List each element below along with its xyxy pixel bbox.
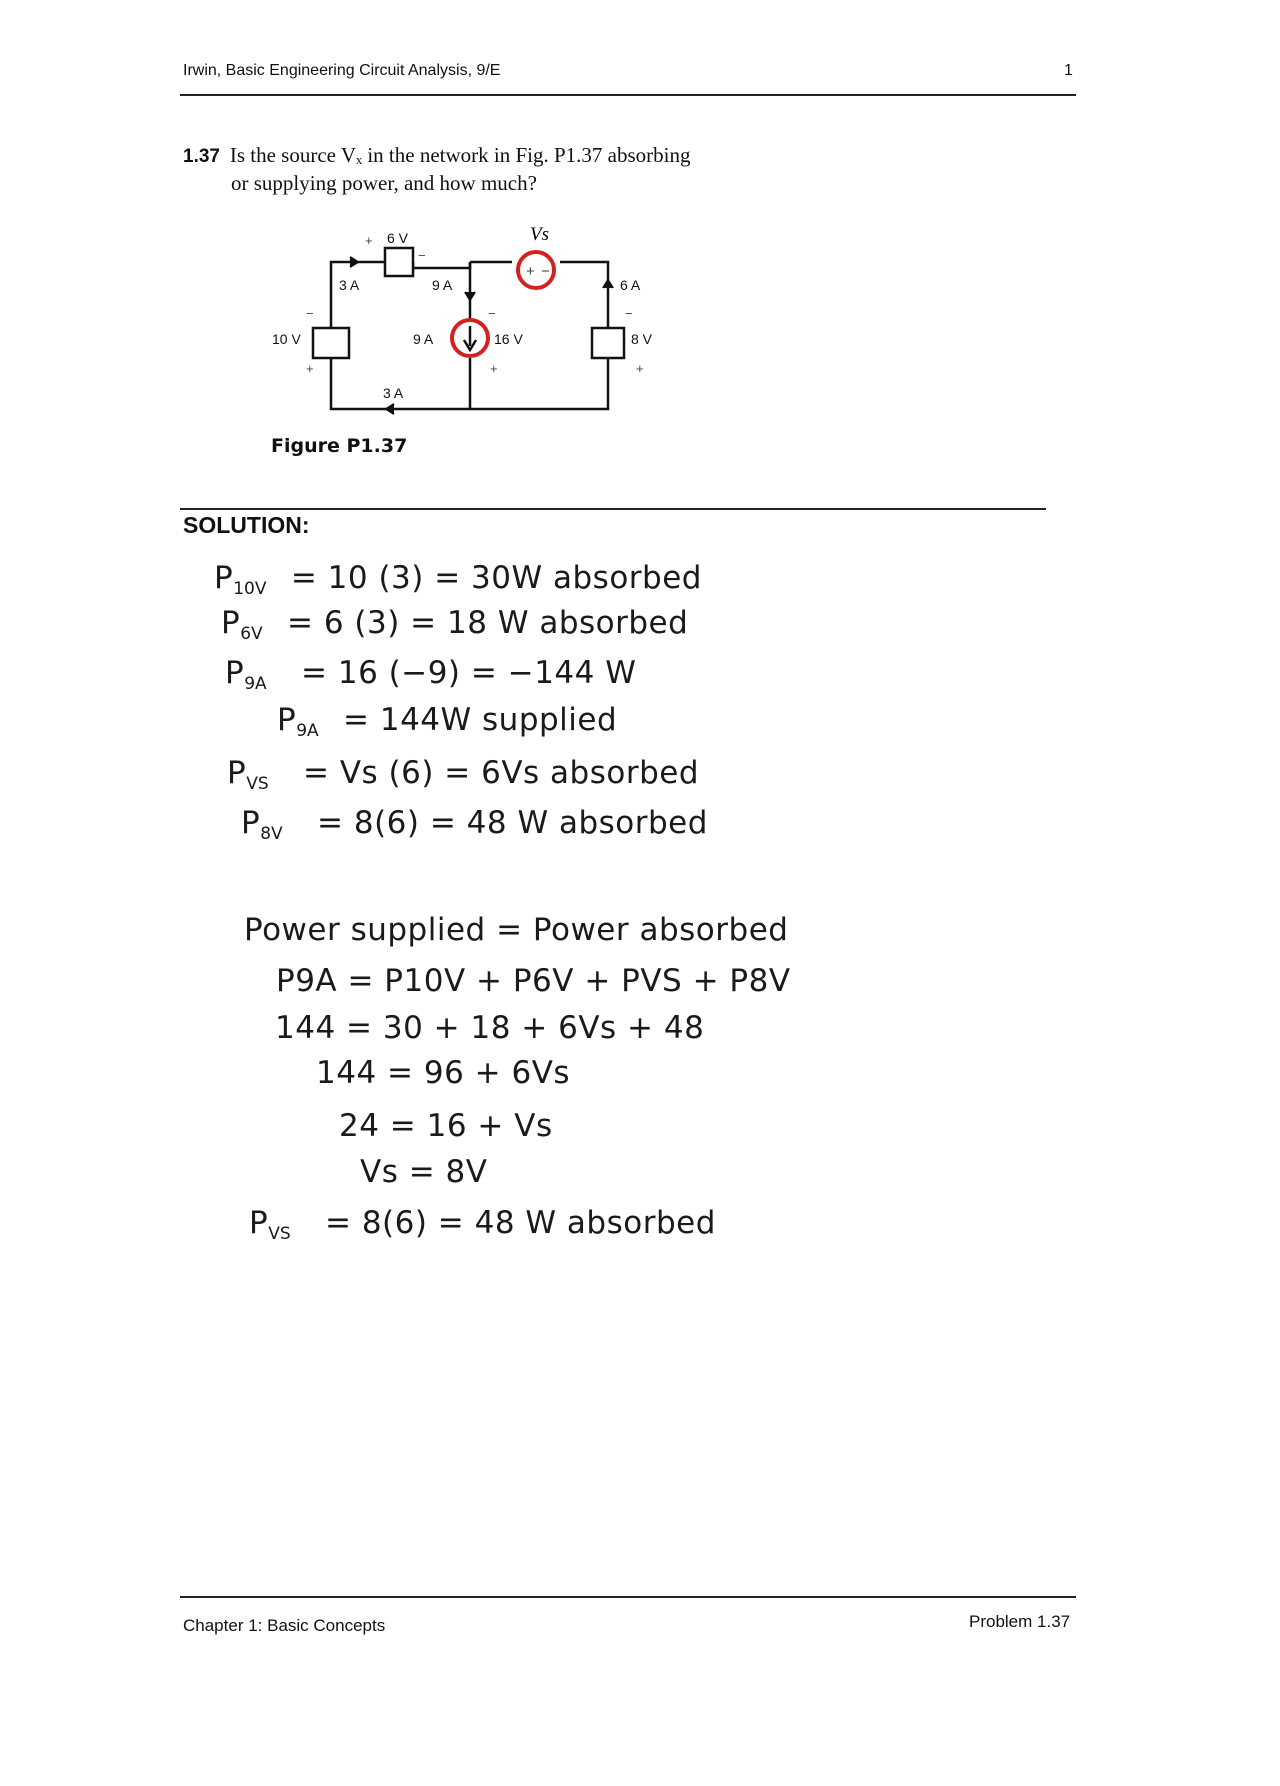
element-10v-box — [313, 328, 349, 358]
eq-step-2: 144 = 96 + 6Vs — [316, 1055, 571, 1091]
polarity-10v-minus: − — [306, 306, 314, 321]
arrow-3a-top — [344, 257, 358, 267]
polarity-16v-minus: − — [488, 306, 496, 321]
figure-caption: Figure P1.37 — [271, 435, 408, 457]
eq-power-sum: P9A = P10V + P6V + PVS + P8V — [276, 963, 791, 999]
label-6a: 6 A — [620, 277, 641, 293]
element-6v-box — [385, 248, 413, 276]
label-9a-top: 9 A — [432, 277, 453, 293]
page-number: 1 — [1064, 62, 1073, 79]
problem-text-line1: Is the source Vₓ in the network in Fig. P1.37 absorbing — [229, 143, 691, 167]
polarity-10v-plus: + — [306, 361, 314, 376]
problem-number: 1.37 — [183, 146, 220, 167]
wire-left-top — [331, 262, 385, 330]
eq-step-3: 24 = 16 + Vs — [339, 1108, 553, 1144]
vs-plus-sign: + — [526, 263, 535, 280]
eq-power-balance: Power supplied = Power absorbed — [244, 912, 789, 948]
problem-text-line2: or supplying power, and how much? — [231, 171, 537, 195]
eq-p9a-value: $P_{9A} = 16$ (−9) = −144 W — [225, 655, 637, 694]
eq-step-1: 144 = 30 + 18 + 6Vs + 48 — [275, 1010, 705, 1046]
eq-p9a-supplied: $P_{9A} = 144W$ supplied — [277, 702, 618, 741]
polarity-16v-plus: + — [490, 361, 498, 376]
label-16v: 16 V — [494, 331, 523, 347]
circuit-figure — [0, 0, 1280, 480]
polarity-8v-minus: − — [625, 306, 633, 321]
footer-chapter: Chapter 1: Basic Concepts — [183, 1616, 386, 1635]
running-header-title: Irwin, Basic Engineering Circuit Analysis, 9/E — [183, 62, 501, 79]
eq-p8v: $P_{8V} = 8(6) = 48$ W absorbed — [241, 805, 708, 844]
vs-minus-sign: − — [541, 263, 550, 280]
label-10v: 10 V — [272, 331, 301, 347]
polarity-6v-minus: − — [418, 248, 426, 263]
element-8v-box — [592, 328, 624, 358]
label-6v: 6 V — [387, 230, 409, 246]
solution-rule — [180, 508, 1046, 510]
footer-problem: Problem 1.37 — [969, 1612, 1071, 1631]
polarity-6v-plus: + — [365, 233, 373, 248]
arrow-3a-bottom — [386, 404, 400, 414]
polarity-8v-plus: + — [636, 361, 644, 376]
eq-p6v: $P_{6V} = 6$ (3) = 18 W absorbed — [221, 605, 689, 644]
arrow-6a — [603, 280, 613, 300]
label-8v: 8 V — [631, 331, 653, 347]
label-3a-top: 3 A — [339, 277, 360, 293]
eq-final: $P_{VS} = 8(6) = 48$ W absorbed — [249, 1205, 716, 1244]
eq-p10v: $P_{10V} = 10$ (3) = 30W absorbed — [214, 560, 702, 599]
arrow-9a-top — [465, 280, 475, 300]
eq-pvs: $P_{VS} = Vs$ (6) = 6Vs absorbed — [227, 755, 700, 794]
solution-heading: SOLUTION: — [183, 512, 310, 538]
label-9a-mid: 9 A — [413, 331, 434, 347]
label-vs: Vs — [530, 224, 549, 245]
label-3a-bottom: 3 A — [383, 385, 404, 401]
eq-step-4: Vs = 8V — [360, 1154, 488, 1190]
footer-rule — [180, 1596, 1076, 1598]
